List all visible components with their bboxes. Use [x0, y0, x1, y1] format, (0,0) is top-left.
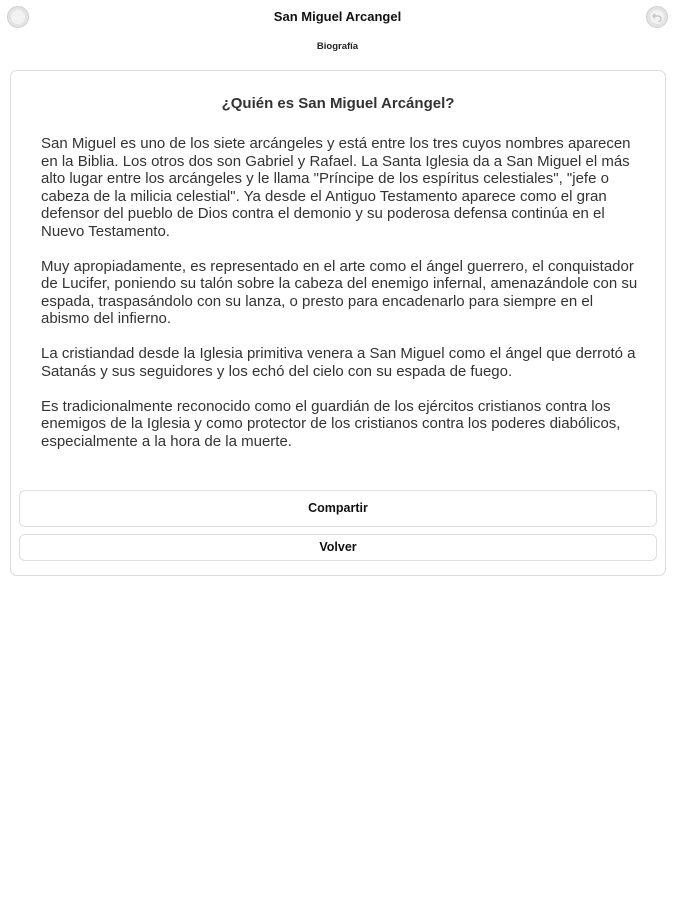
article-heading: ¿Quién es San Miguel Arcángel?	[221, 95, 455, 112]
app-title: San Miguel Arcangel	[273, 9, 402, 24]
undo-button[interactable]	[646, 6, 668, 28]
article-paragraph-3: La cristiandad desde la Iglesia primitiva venera a San Miguel como el ángel que derrotó a Satanás y sus seguidores y los echó del cielo con su espada de fuego.	[41, 345, 636, 380]
article-body	[41, 135, 641, 468]
biography-card	[10, 70, 666, 576]
page-subtitle: Biografía	[316, 41, 359, 52]
back-button[interactable]: Volver	[19, 534, 657, 561]
share-button[interactable]: Compartir	[19, 490, 657, 527]
header-bar	[0, 0, 675, 66]
undo-circle-icon	[650, 10, 664, 24]
article-paragraph-4: Es tradicionalmente reconocido como el guardián de los ejércitos cristianos contra los enemigos de la Iglesia y como protector de los cristianos contra los poderes diabólicos, especialmente a la hora de la muerte.	[41, 397, 621, 450]
article-paragraph-1: San Miguel es uno de los siete arcángeles y está entre los tres cuyos nombres aparecen en la Biblia. Los otros dos son Gabriel y Rafael. La Santa Iglesia da a San Miguel el más alto lugar entre los arcángeles y le llama "Príncipe de los espíritus celestiales", "jefe o cabeza de la milicia celestial". Ya desde el Antiguo Testamento aparece como el gran defensor del pueblo de Dios contra el demonio y su poderosa defensa continúa en el Nuevo Testamento.	[41, 135, 631, 240]
article-paragraph-2: Muy apropiadamente, es representado en el arte como el ángel guerrero, el conquistador de Lucifer, poniendo su talón sobre la cabeza del enemigo infernal, amenazándole con su espada, traspasándolo con su lanza, o presto para encadenarlo para siempre en el abismo del infierno.	[41, 257, 638, 327]
